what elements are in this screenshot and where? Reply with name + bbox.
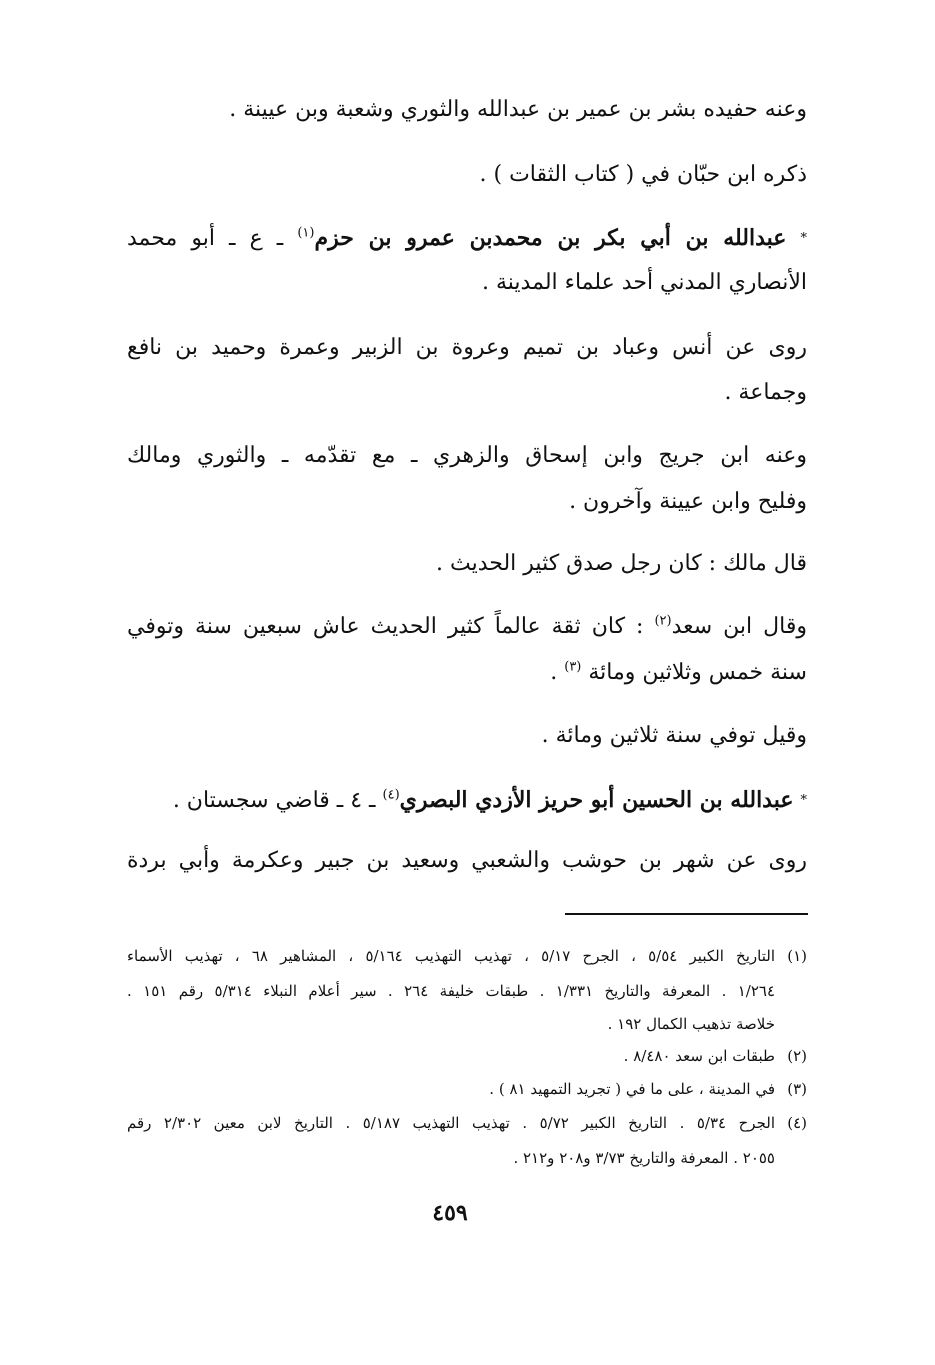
- text-segment: .: [550, 660, 565, 685]
- text-line: [127, 658, 807, 688]
- text-line: الأنصاري المدني أحد علماء المدينة .: [482, 270, 807, 295]
- page-number: ٤٥٩: [432, 1200, 468, 1226]
- text-segment: : كان ثقة عالماً كثير الحديث عاش سبعين سنة وتوفي: [127, 614, 655, 639]
- text-line: قال مالك : كان رجل صدق كثير الحديث .: [436, 551, 807, 576]
- footnote-line: خلاصة تذهيب الكمال ١٩٢ .: [607, 1015, 775, 1033]
- footnote-text: طبقات ابن سعد ٨/٤٨٠ .: [623, 1047, 775, 1065]
- text-line: روى عن أنس وعباد بن تميم وعروة بن الزبير وعمرة وحميد بن نافع: [127, 335, 807, 360]
- footnote-number: (٢): [787, 1047, 807, 1065]
- footnote-text: التاريخ الكبير ٥/٥٤ ، الجرح ٥/١٧ ، تهذيب التهذيب ٥/١٦٤ ، المشاهير ٦٨ ، تهذيب الأسماء: [127, 947, 775, 965]
- text-line: روى عن شهر بن حوشب والشعبي وسعيد بن جبير وعكرمة وأبي بردة: [127, 848, 807, 873]
- footnote-line: [127, 944, 807, 968]
- footnote-line: [127, 1077, 807, 1101]
- footnote-text: في المدينة ، على ما في ( تجريد التمهيد ٨١ ) .: [489, 1080, 775, 1098]
- footnote-ref: (٣): [564, 659, 582, 675]
- footnote-number: (٤): [787, 1114, 807, 1132]
- entry-details: ـ ع ـ أبو محمد: [127, 226, 298, 251]
- footnote-ref: (٢): [654, 613, 672, 629]
- footnote-line: [127, 1044, 807, 1068]
- entry-name: عبدالله بن الحسين أبو حريز الأزدي البصري: [399, 787, 794, 813]
- entry-details: ـ ٤ ـ قاضي سجستان .: [172, 788, 383, 813]
- footnote-separator: [565, 913, 808, 915]
- text-line: وعنه حفيده بشر بن عمير بن عبدالله والثوري وشعبة وبن عيينة .: [229, 97, 807, 122]
- text-segment: سنة خمس وثلاثين ومائة: [581, 660, 807, 685]
- entry-heading: [127, 223, 807, 254]
- text-line: وجماعة .: [724, 380, 807, 405]
- entry-name: عبدالله بن أبي بكر بن محمدبن عمرو بن حزم: [314, 225, 787, 251]
- footnote-line: ١/٢٦٤ . المعرفة والتاريخ ١/٣٣١ . طبقات خليفة ٢٦٤ . سير أعلام النبلاء ٥/٣١٤ رقم ١٥١ .: [127, 982, 776, 1000]
- footnote-number: (٣): [787, 1080, 807, 1098]
- text-segment: وقال ابن سعد: [671, 614, 807, 639]
- entry-heading: [127, 785, 807, 816]
- footnote-text: الجرح ٥/٣٤ . التاريخ الكبير ٥/٧٢ . تهذيب التهذيب ٥/١٨٧ . التاريخ لابن معين ٢/٣٠٢ رقم: [127, 1114, 775, 1132]
- text-line: وقيل توفي سنة ثلاثين ومائة .: [541, 723, 807, 748]
- text-line: ذكره ابن حبّان في ( كتاب الثقات ) .: [479, 162, 807, 187]
- text-line: [127, 612, 807, 642]
- footnote-ref: (٤): [382, 787, 400, 803]
- text-line: وعنه ابن جريج وابن إسحاق والزهري ـ مع تقدّمه ـ والثوري ومالك: [127, 443, 807, 468]
- footnote-number: (١): [787, 947, 807, 965]
- footnote-line: [127, 1111, 807, 1135]
- entry-marker: *: [800, 231, 807, 246]
- footnote-ref: (١): [297, 225, 315, 241]
- footnote-line: ٢٠٥٥ . المعرفة والتاريخ ٣/٧٣ و٢٠٨ و٢١٢ .: [513, 1149, 775, 1167]
- text-line: وفليح وابن عيينة وآخرون .: [569, 489, 807, 514]
- entry-marker: *: [800, 793, 807, 808]
